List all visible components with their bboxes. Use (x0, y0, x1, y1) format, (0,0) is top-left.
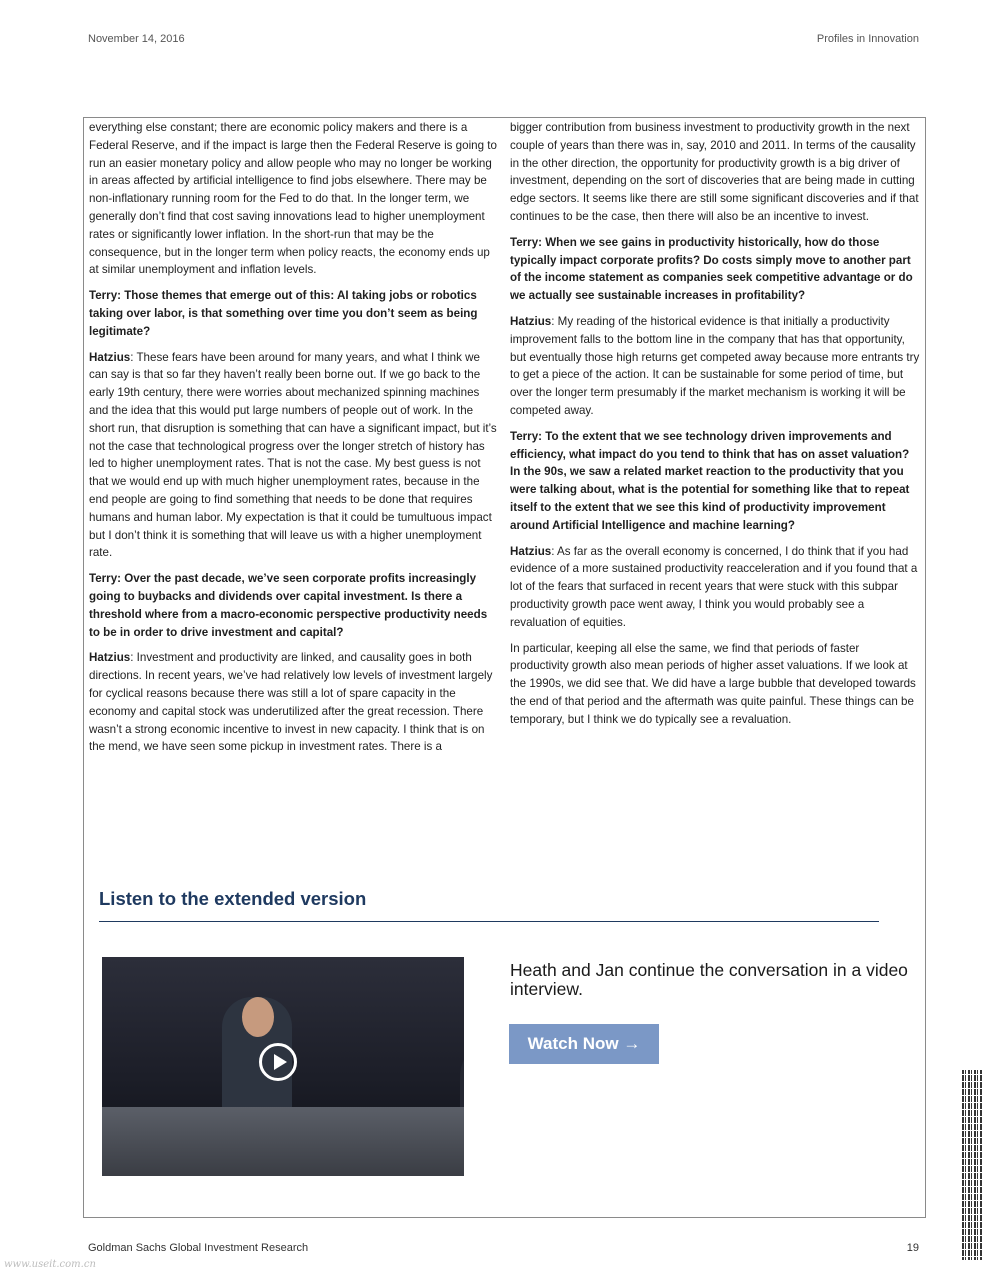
answer-text: : Investment and productivity are linked, and causality goes in both directions. In recent years, we’ve had relatively low levels of investment largely for cyclical reasons because there was still a lot of spare capacity in the economy and capital stock was underutilized after the great recession. There wasn’t a strong economic incentive to invest in new capacity. I think that is on the mend, we have seen some pickup in investment rates. There is a (89, 651, 493, 754)
question: Terry: To the extent that we see technology driven improvements and efficiency, what impact do you tend to think that has on asset valuation? In the 90s, we saw a related market reaction to the productivity that you were talking about, what is the potential for something like that to repeat itself to the extent that we see this kind of productivity improvement around Artificial Intelligence and machine learning? (510, 429, 910, 532)
answer (89, 649, 497, 756)
paragraph: In particular, keeping all else the same, we find that periods of faster productivity growth also mean periods of higher asset valuations. If we look at the 1990s, we did see that. We did have a large bubble that developed towards the end of that period and the aftermath was quite painful. These things can be temporary, but I think we do typically see a revaluation. (510, 641, 916, 726)
question: Terry: Over the past decade, we’ve seen corporate profits increasingly going to buybacks and dividends over capital investment. Is there a threshold where from a macro-economic perspective productivity needs to be in order to drive investment and capital? (89, 572, 488, 639)
speaker-name: Hatzius (510, 314, 552, 328)
title-divider (99, 921, 879, 922)
paragraph: bigger contribution from business investment to productivity growth in the next couple of years than there was in, say, 2010 and 2011. In terms of the causality in the other direction, the opportunity for productivity growth is a big driver of investment, depending on the sort of discoveries that are being made in cutting edge sectors. It seems like there are still some significant discoveries and if that continues to be the case, then there will also be an incentive to invest. (510, 121, 919, 223)
paragraph: everything else constant; there are economic policy makers and there is a Federal Reserve, and if the impact is large then the Federal Reserve is going to run an easier monetary policy and allow people who may no longer be working in areas affected by artificial intelligence to find jobs elsewhere. There may be non-inflationary running room for the Fed to do that. In the longer term, we generally don’t find that cost saving innovations lead to higher unemployment rates or significantly lower inflation. In the short-run that may be the consequence, but in the longer term when policy reacts, the economy ends up at similar unemployment and inflation levels. (89, 121, 497, 277)
answer-text: : As far as the overall economy is concerned, I do think that if you had evidence of a more sustained productivity reacceleration and if you found that a lot of the fears that surfaced in recent years that were stuck with this subpar productivity growth pace went away, I think you would probably see a revaluation of equities. (510, 544, 918, 629)
video-thumbnail[interactable] (102, 957, 464, 1176)
answer (510, 543, 920, 632)
interviewee-head (242, 997, 274, 1037)
speaker-name: Hatzius (510, 544, 552, 558)
speaker-name: Hatzius (89, 350, 131, 364)
video-description: Heath and Jan continue the conversation in a video interview. (510, 960, 908, 999)
answer (510, 313, 920, 420)
extended-version-title: Listen to the extended version (99, 888, 367, 909)
header-date: November 14, 2016 (88, 33, 185, 45)
watch-now-button[interactable]: Watch Now → (509, 1024, 659, 1064)
answer-text: : My reading of the historical evidence is that initially a productivity improvement falls to the bottom line in the company that has that opportunity, but eventually those high returns get competed away because more entrants try to get a piece of the action. It can be sustainable for some period of time, but over the longer term presumably if the market mechanism is working it will be competed away. (510, 314, 920, 417)
footer-publisher: Goldman Sachs Global Investment Research (88, 1242, 309, 1254)
speaker-name: Hatzius (89, 651, 131, 665)
studio-table (102, 1107, 464, 1176)
left-column (89, 119, 497, 764)
header-section: Profiles in Innovation (816, 33, 919, 45)
play-icon[interactable] (259, 1043, 297, 1081)
right-column (510, 119, 920, 737)
watermark: www.useit.com.cn (4, 1259, 96, 1270)
answer-text: : These fears have been around for many years, and what I think we can say is that so far they haven’t really been borne out. If we go back to the early 19th century, there were worries about mechanized spinning machines and the idea that this would put large numbers of people out of work. In the short run, that disruption is something that can have a significant impact, but it’s not the case that technological progress over the longer stretch of history has led to higher unemployment rates. That is not the case. My best guess is not that we would end up with much higher unemployment rates, because in the end people are going to find something that needs to be done that requires humans and human labor. My expectation is that it could be tumultuous impact but I don’t think it is something that will leave us with a higher unemployment rate. (89, 350, 497, 560)
question: Terry: Those themes that emerge out of this: AI taking jobs or robotics taking over labor, is that something over time you don’t seem as being legitimate? (89, 289, 478, 338)
answer (89, 349, 497, 563)
footer-page-number: 19 (906, 1242, 919, 1254)
question: Terry: When we see gains in productivity historically, how do those typically impact corporate profits? Do costs simply move to another part of the income statement as companies seek competitive advantage or do we actually see sustainable increases in profitability? (510, 235, 913, 303)
qr-code-icon (962, 1070, 982, 1260)
